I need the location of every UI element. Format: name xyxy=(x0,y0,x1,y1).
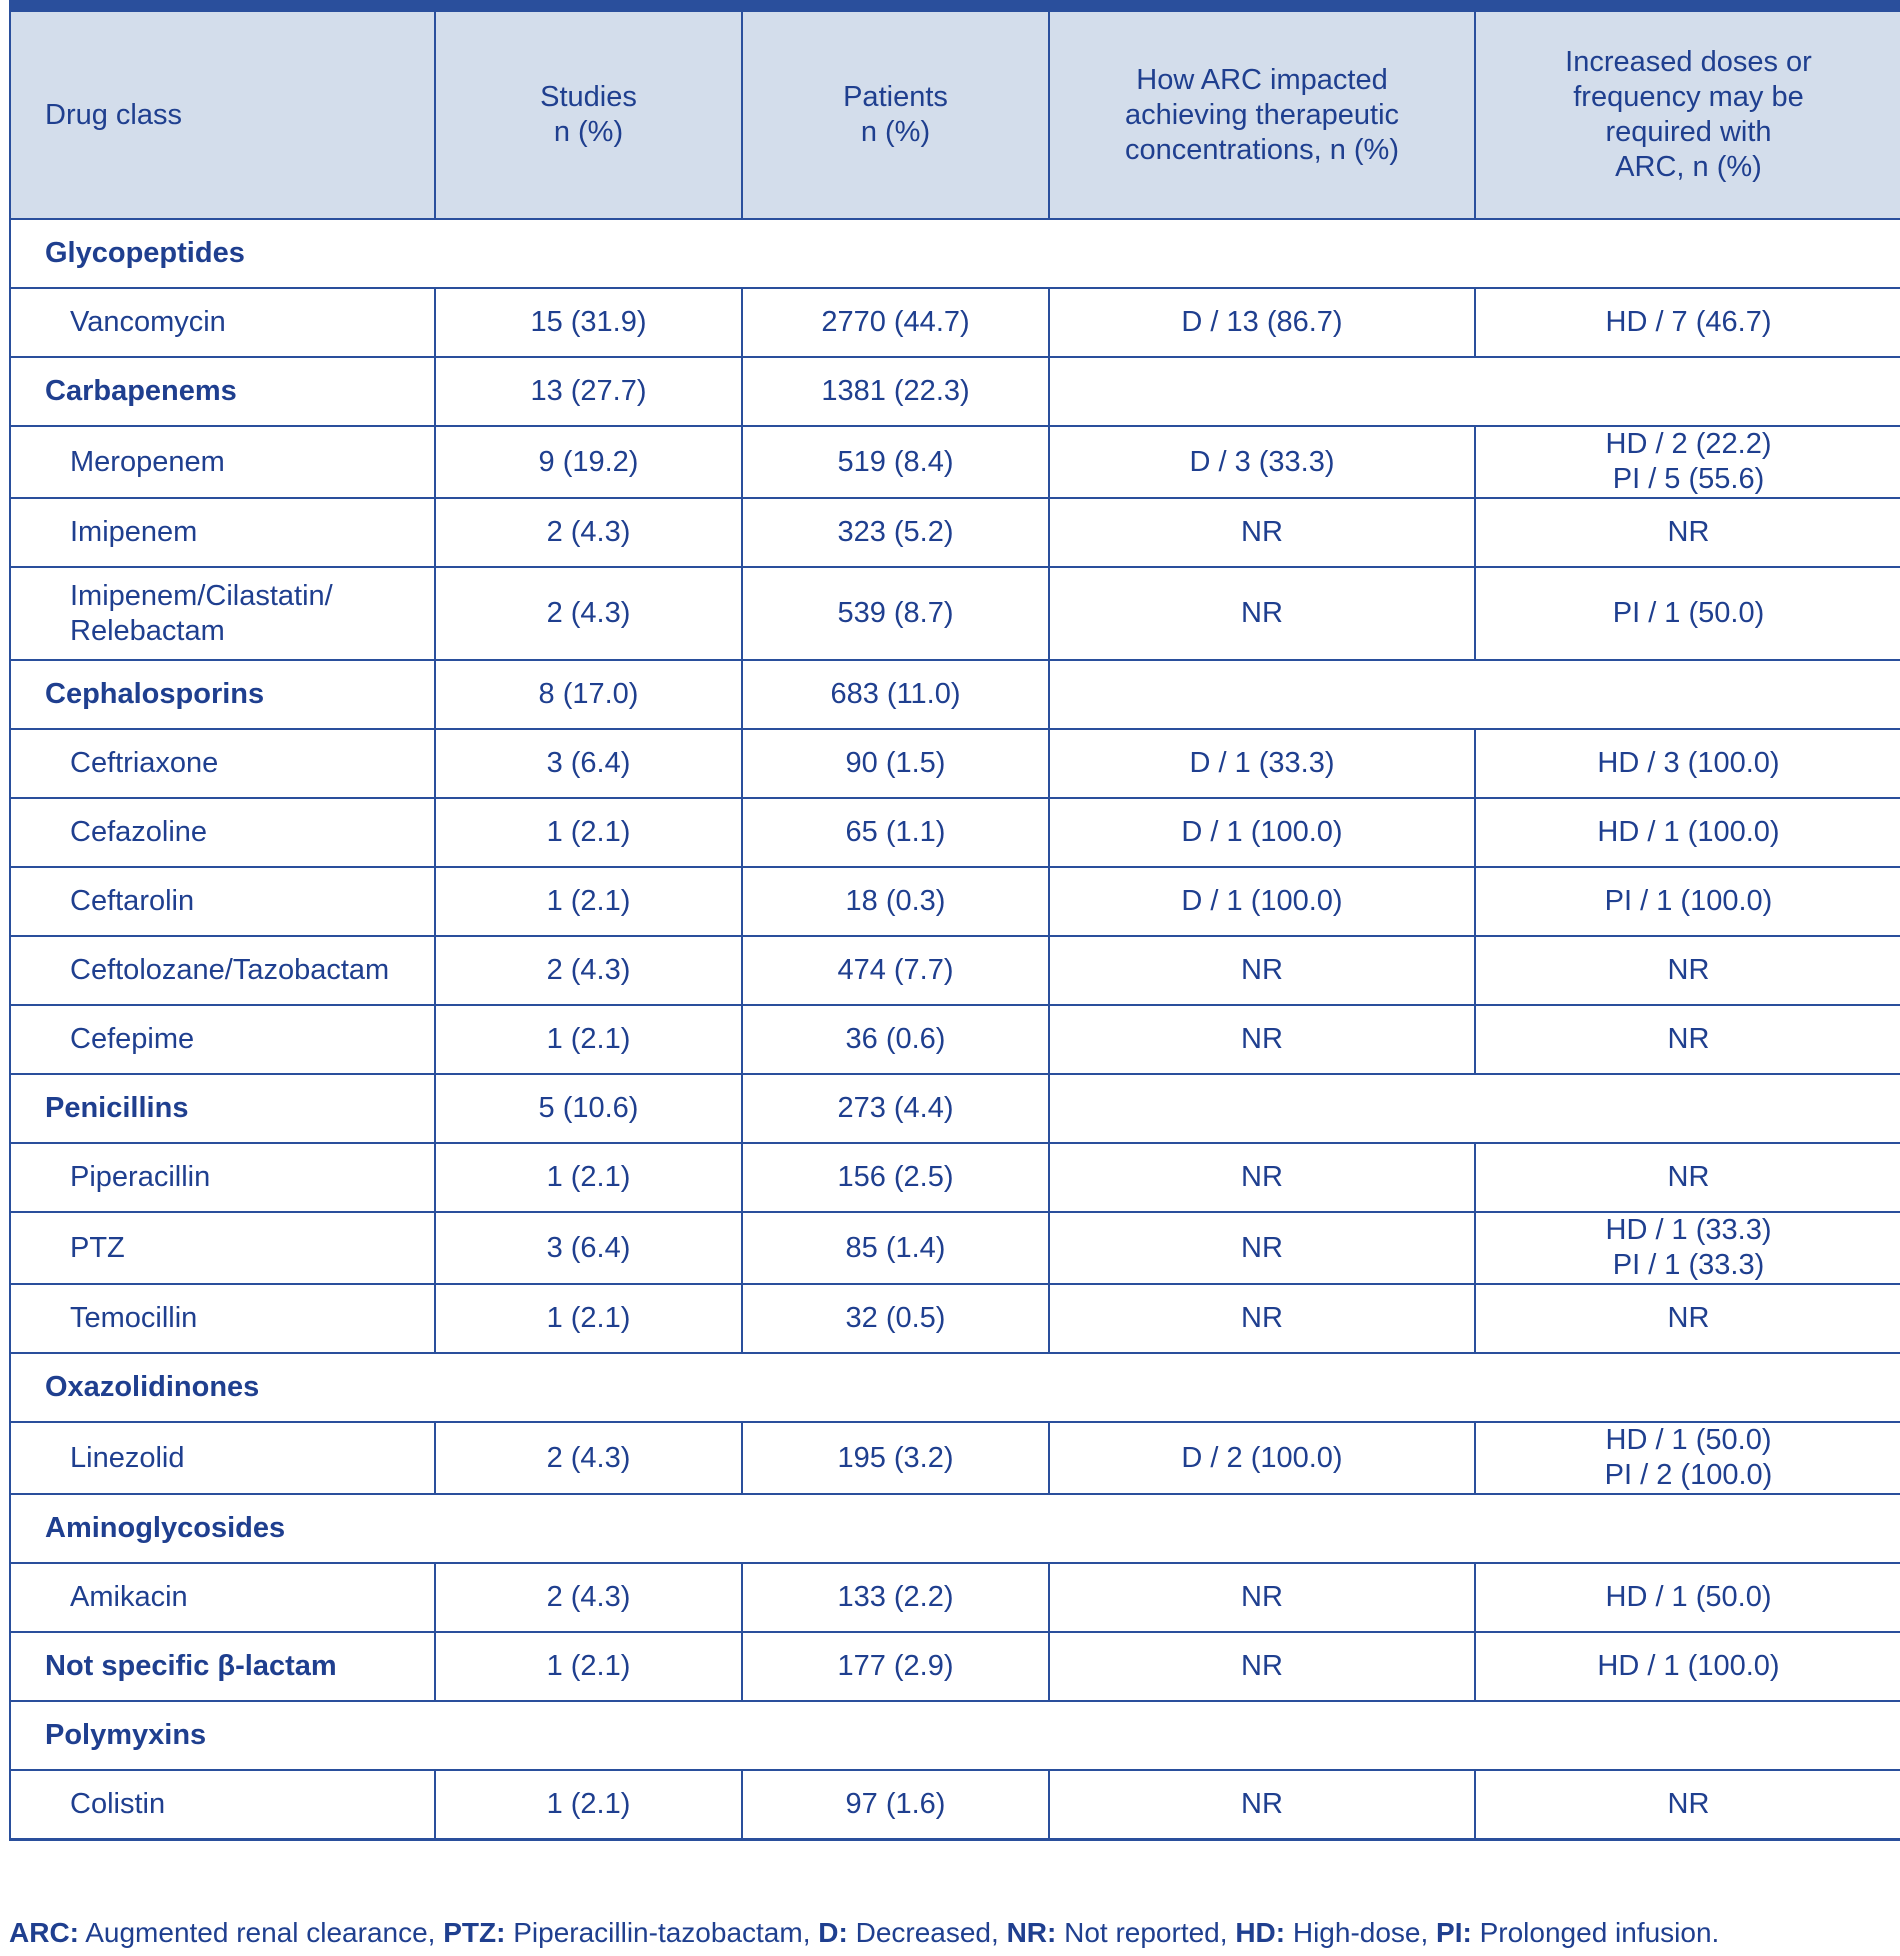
drug-class-table xyxy=(9,10,1900,1841)
increase-cell: HD / 7 (46.7) xyxy=(1475,288,1900,357)
drug-row xyxy=(10,729,1900,798)
drug-row xyxy=(10,567,1900,660)
patients-cell: 90 (1.5) xyxy=(742,729,1049,798)
drug-row xyxy=(10,426,1900,498)
studies-cell: 2 (4.3) xyxy=(435,567,742,660)
impact-cell: D / 1 (100.0) xyxy=(1049,867,1475,936)
category-row xyxy=(10,1494,1900,1563)
footnote-abbr: NR: xyxy=(1006,1917,1057,1948)
drug-name-cell: Not specific β-lactam xyxy=(10,1632,435,1701)
drug-name-cell: Ceftolozane/Tazobactam xyxy=(10,936,435,1005)
header-studies: Studies n (%) xyxy=(435,11,742,219)
drug-name-cell: Penicillins xyxy=(10,1074,435,1143)
drug-name-cell: Aminoglycosides xyxy=(10,1494,435,1563)
patients-cell: 323 (5.2) xyxy=(742,498,1049,567)
studies-cell: 1 (2.1) xyxy=(435,1143,742,1212)
empty-span-cell xyxy=(435,1353,1900,1422)
increase-cell: HD / 1 (100.0) xyxy=(1475,1632,1900,1701)
drug-name-cell: Linezolid xyxy=(10,1422,435,1494)
drug-name-cell: PTZ xyxy=(10,1212,435,1284)
studies-cell: 9 (19.2) xyxy=(435,426,742,498)
patients-cell: 195 (3.2) xyxy=(742,1422,1049,1494)
drug-name-cell: Carbapenems xyxy=(10,357,435,426)
impact-cell: NR xyxy=(1049,1284,1475,1353)
empty-span-cell xyxy=(1049,660,1900,729)
increase-cell: HD / 1 (50.0) PI / 2 (100.0) xyxy=(1475,1422,1900,1494)
patients-cell: 683 (11.0) xyxy=(742,660,1049,729)
increase-cell: NR xyxy=(1475,1770,1900,1840)
drug-name-cell: Ceftarolin xyxy=(10,867,435,936)
drug-name-cell: Temocillin xyxy=(10,1284,435,1353)
impact-cell: NR xyxy=(1049,567,1475,660)
category-row xyxy=(10,357,1900,426)
footnote-abbr: HD: xyxy=(1235,1917,1286,1948)
table-container xyxy=(9,0,1900,1841)
patients-cell: 32 (0.5) xyxy=(742,1284,1049,1353)
patients-cell: 2770 (44.7) xyxy=(742,288,1049,357)
studies-cell: 1 (2.1) xyxy=(435,1284,742,1353)
drug-name-cell: Imipenem xyxy=(10,498,435,567)
impact-cell: D / 2 (100.0) xyxy=(1049,1422,1475,1494)
increase-cell: PI / 1 (100.0) xyxy=(1475,867,1900,936)
studies-cell: 5 (10.6) xyxy=(435,1074,742,1143)
empty-span-cell xyxy=(435,1701,1900,1770)
drug-row xyxy=(10,1143,1900,1212)
increase-cell: HD / 3 (100.0) xyxy=(1475,729,1900,798)
drug-name-cell: Imipenem/Cilastatin/ Relebactam xyxy=(10,567,435,660)
drug-name-cell: Colistin xyxy=(10,1770,435,1840)
drug-name-cell: Polymyxins xyxy=(10,1701,435,1770)
increase-cell: HD / 1 (100.0) xyxy=(1475,798,1900,867)
empty-span-cell xyxy=(1049,1074,1900,1143)
drug-row xyxy=(10,1563,1900,1632)
drug-name-cell: Glycopeptides xyxy=(10,219,435,288)
category-row xyxy=(10,219,1900,288)
increase-cell: NR xyxy=(1475,498,1900,567)
category-row xyxy=(10,1074,1900,1143)
drug-name-cell: Meropenem xyxy=(10,426,435,498)
studies-cell: 2 (4.3) xyxy=(435,1563,742,1632)
patients-cell: 273 (4.4) xyxy=(742,1074,1049,1143)
patients-cell: 539 (8.7) xyxy=(742,567,1049,660)
empty-span-cell xyxy=(1049,357,1900,426)
impact-cell: NR xyxy=(1049,1005,1475,1074)
drug-row xyxy=(10,1422,1900,1494)
drug-row xyxy=(10,936,1900,1005)
footnote-text: Decreased, xyxy=(847,1917,1007,1948)
patients-cell: 1381 (22.3) xyxy=(742,357,1049,426)
studies-cell: 1 (2.1) xyxy=(435,1770,742,1840)
category-row xyxy=(10,1632,1900,1701)
studies-cell: 2 (4.3) xyxy=(435,936,742,1005)
empty-span-cell xyxy=(435,219,1900,288)
studies-cell: 1 (2.1) xyxy=(435,798,742,867)
patients-cell: 177 (2.9) xyxy=(742,1632,1049,1701)
patients-cell: 18 (0.3) xyxy=(742,867,1049,936)
increase-cell: HD / 1 (33.3) PI / 1 (33.3) xyxy=(1475,1212,1900,1284)
patients-cell: 97 (1.6) xyxy=(742,1770,1049,1840)
footnote-abbr: D: xyxy=(818,1917,848,1948)
studies-cell: 3 (6.4) xyxy=(435,1212,742,1284)
patients-cell: 65 (1.1) xyxy=(742,798,1049,867)
drug-name-cell: Cephalosporins xyxy=(10,660,435,729)
impact-cell: D / 1 (33.3) xyxy=(1049,729,1475,798)
footnote-text: Piperacillin-tazobactam, xyxy=(505,1917,819,1948)
empty-span-cell xyxy=(435,1494,1900,1563)
studies-cell: 8 (17.0) xyxy=(435,660,742,729)
increase-cell: NR xyxy=(1475,1143,1900,1212)
studies-cell: 1 (2.1) xyxy=(435,1005,742,1074)
drug-row xyxy=(10,288,1900,357)
table-top-rule xyxy=(9,0,1900,10)
header-increase: Increased doses or frequency may be required with ARC, n (%) xyxy=(1475,11,1900,219)
impact-cell: NR xyxy=(1049,1770,1475,1840)
studies-cell: 2 (4.3) xyxy=(435,1422,742,1494)
increase-cell: PI / 1 (50.0) xyxy=(1475,567,1900,660)
drug-name-cell: Piperacillin xyxy=(10,1143,435,1212)
impact-cell: D / 1 (100.0) xyxy=(1049,798,1475,867)
drug-row xyxy=(10,1284,1900,1353)
header-row xyxy=(10,11,1900,219)
header-patients: Patients n (%) xyxy=(742,11,1049,219)
header-drug-class: Drug class xyxy=(10,11,435,219)
increase-cell: HD / 1 (50.0) xyxy=(1475,1563,1900,1632)
drug-row xyxy=(10,1212,1900,1284)
drug-row xyxy=(10,798,1900,867)
studies-cell: 2 (4.3) xyxy=(435,498,742,567)
footnote-abbr: ARC: xyxy=(9,1917,79,1948)
impact-cell: D / 3 (33.3) xyxy=(1049,426,1475,498)
studies-cell: 15 (31.9) xyxy=(435,288,742,357)
impact-cell: NR xyxy=(1049,936,1475,1005)
drug-name-cell: Ceftriaxone xyxy=(10,729,435,798)
patients-cell: 474 (7.7) xyxy=(742,936,1049,1005)
patients-cell: 519 (8.4) xyxy=(742,426,1049,498)
increase-cell: NR xyxy=(1475,1284,1900,1353)
drug-row xyxy=(10,498,1900,567)
patients-cell: 85 (1.4) xyxy=(742,1212,1049,1284)
patients-cell: 133 (2.2) xyxy=(742,1563,1049,1632)
footnote xyxy=(9,1917,1719,1949)
footnote-text: High-dose, xyxy=(1285,1917,1437,1948)
footnote-abbr: PTZ: xyxy=(443,1917,506,1948)
impact-cell: NR xyxy=(1049,1143,1475,1212)
increase-cell: NR xyxy=(1475,936,1900,1005)
drug-row xyxy=(10,867,1900,936)
drug-name-cell: Vancomycin xyxy=(10,288,435,357)
drug-name-cell: Oxazolidinones xyxy=(10,1353,435,1422)
footnote-text: Prolonged infusion. xyxy=(1471,1917,1720,1948)
drug-row xyxy=(10,1005,1900,1074)
category-row xyxy=(10,1353,1900,1422)
impact-cell: NR xyxy=(1049,1632,1475,1701)
patients-cell: 36 (0.6) xyxy=(742,1005,1049,1074)
impact-cell: NR xyxy=(1049,1212,1475,1284)
patients-cell: 156 (2.5) xyxy=(742,1143,1049,1212)
drug-name-cell: Cefazoline xyxy=(10,798,435,867)
table-body xyxy=(10,219,1900,1840)
drug-name-cell: Cefepime xyxy=(10,1005,435,1074)
footnote-abbr: PI: xyxy=(1436,1917,1472,1948)
increase-cell: NR xyxy=(1475,1005,1900,1074)
studies-cell: 3 (6.4) xyxy=(435,729,742,798)
studies-cell: 1 (2.1) xyxy=(435,1632,742,1701)
drug-name-cell: Amikacin xyxy=(10,1563,435,1632)
impact-cell: NR xyxy=(1049,498,1475,567)
footnote-text: Augmented renal clearance, xyxy=(79,1917,444,1948)
studies-cell: 1 (2.1) xyxy=(435,867,742,936)
impact-cell: NR xyxy=(1049,1563,1475,1632)
increase-cell: HD / 2 (22.2) PI / 5 (55.6) xyxy=(1475,426,1900,498)
footnote-text: Not reported, xyxy=(1056,1917,1236,1948)
category-row xyxy=(10,1701,1900,1770)
impact-cell: D / 13 (86.7) xyxy=(1049,288,1475,357)
header-impact: How ARC impacted achieving therapeutic concentrations, n (%) xyxy=(1049,11,1475,219)
drug-row xyxy=(10,1770,1900,1840)
studies-cell: 13 (27.7) xyxy=(435,357,742,426)
category-row xyxy=(10,660,1900,729)
